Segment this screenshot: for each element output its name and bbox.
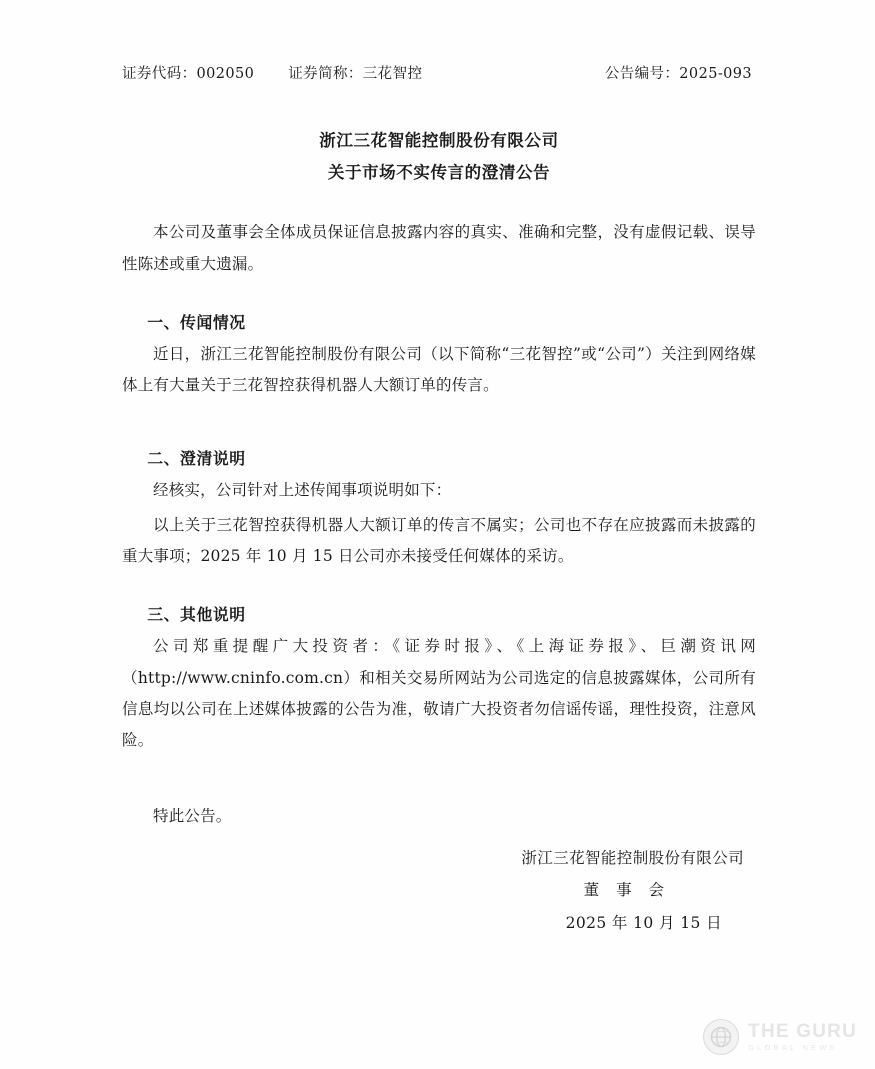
- notice-number: 公告编号：2025-093: [604, 66, 752, 82]
- signature-company: 浙江三花智能控制股份有限公司: [521, 848, 744, 867]
- spacer: [122, 284, 756, 310]
- section-heading-other: 三、其他说明: [147, 605, 246, 625]
- watermark-subtitle: GLOBAL NEWS: [748, 1043, 838, 1053]
- closing-line: 特此公告。: [153, 806, 232, 825]
- signature-board: 董 事 会: [583, 881, 670, 900]
- watermark-text: [748, 1022, 857, 1052]
- section-rumor-paragraph-1: 近日，浙江三花智能控制股份有限公司（以下简称“三花智控”或“公司”）关注到网络媒体上有大量关于三花智控获得机器人大额订单的传言。: [122, 344, 756, 395]
- spacer: [122, 761, 756, 801]
- title-line-subject: 关于市场不实传言的澄清公告: [327, 163, 551, 183]
- signature-block: [122, 842, 756, 940]
- responsibility-statement: 本公司及董事会全体成员保证信息披露内容的真实、准确和完整，没有虚假记载、误导性陈述或重大遗漏。: [122, 223, 756, 273]
- security-abbreviation: 证券简称：三花智控: [288, 66, 423, 82]
- watermark-title: THE GURU: [748, 1021, 857, 1043]
- section-clarification-paragraph-1: 经核实，公司针对上述传闻事项说明如下：: [153, 480, 452, 499]
- spacer: [122, 576, 756, 602]
- section-heading-rumor: 一、传闻情况: [147, 312, 246, 332]
- document-body: [122, 62, 756, 940]
- globe-icon: [703, 1019, 739, 1055]
- spacer: [122, 406, 756, 446]
- section-heading-clarification: 二、澄清说明: [147, 448, 246, 468]
- section-other-paragraph-1: 公司郑重提醒广大投资者：《证券时报》、《上海证券报》、巨潮资讯网（http://www.cninfo.com.cn）和相关交易所网站为公司选定的信息披露媒体，公司所有信息均以公司在上述媒体披露的公告为准，敬请广大投资者勿信谣传谣，理性投资，注意风险。: [122, 637, 756, 750]
- signature-date: 2025 年 10 月 15 日: [565, 914, 722, 932]
- security-code: 证券代码：002050: [122, 66, 255, 82]
- title-line-company: 浙江三花智能控制股份有限公司: [319, 131, 559, 150]
- watermark: [703, 1019, 857, 1055]
- section-clarification-paragraph-2: 以上关于三花智控获得机器人大额订单的传言不属实；公司也不存在应披露而未披露的重大事项；2025 年 10 月 15 日公司亦未接受任何媒体的采访。: [122, 515, 756, 566]
- document-header: [122, 62, 756, 83]
- page-title: [122, 125, 756, 189]
